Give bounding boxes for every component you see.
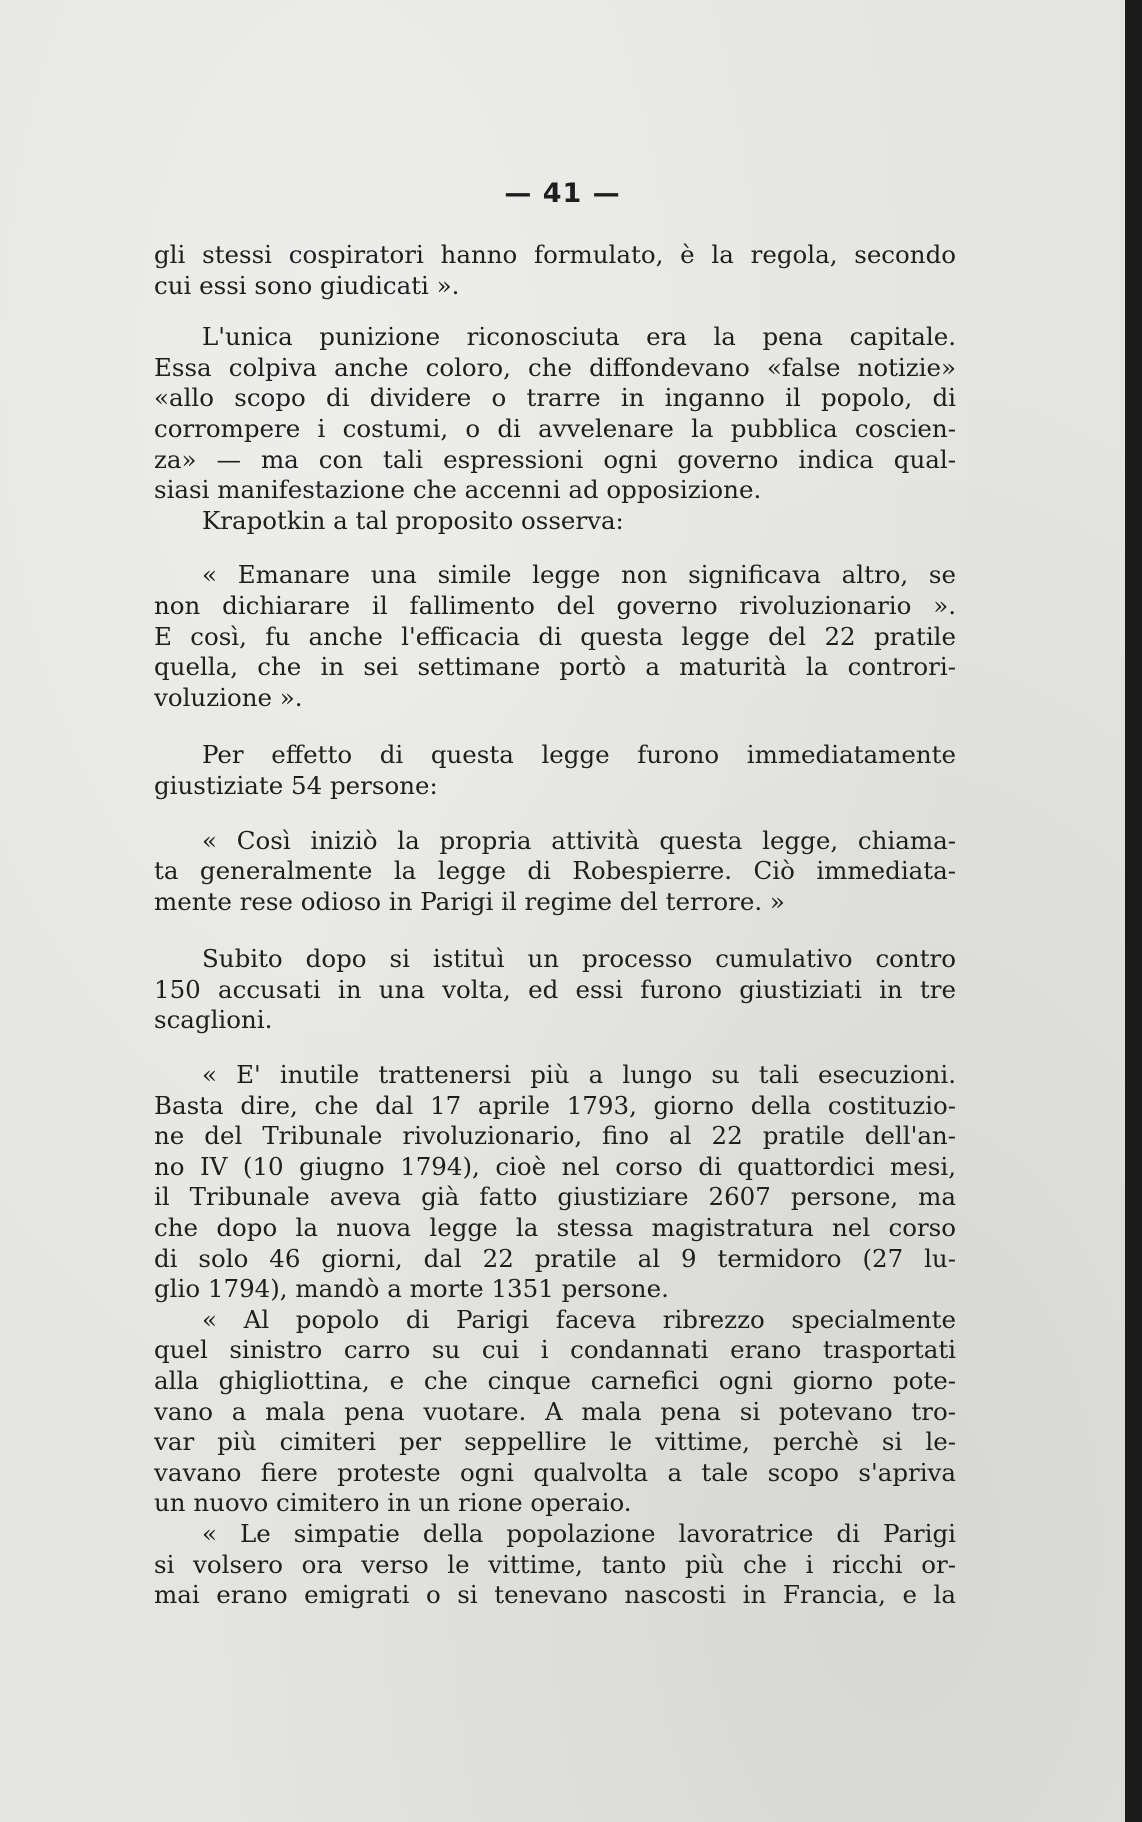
text-line: « Così iniziò la propria attività questa legge, chiama-	[202, 825, 956, 855]
body-text	[154, 240, 956, 1611]
text-line: var più cimiteri per seppellire le vittime, perchè si le-	[154, 1427, 956, 1457]
text-line: L'unica punizione riconosciuta era la pena capitale.	[202, 322, 956, 352]
quote-robespierre	[154, 826, 956, 918]
paragraph-gap	[154, 802, 956, 826]
text-line: voluzione ».	[154, 682, 303, 712]
page-number: — 41 —	[504, 178, 621, 209]
text-line: ta generalmente la legge di Robespierre. Ciò immediata-	[154, 856, 956, 886]
quote-sympathies	[154, 1519, 956, 1611]
text-line: corrompere i costumi, o di avvelenare la pubblica coscien-	[154, 413, 956, 443]
text-line: « Le simpatie della popolazione lavoratrice di Parigi	[202, 1518, 956, 1548]
text-line: siasi manifestazione che accenni ad opposizione.	[154, 475, 762, 505]
quote-emanare	[154, 560, 956, 713]
text-line: glio 1794), mandò a morte 1351 persone.	[154, 1274, 669, 1304]
text-line: non dichiarare il fallimento del governo rivoluzionario ».	[154, 590, 956, 620]
text-line: vano a mala pena vuotare. A mala pena si potevano tro-	[154, 1396, 956, 1426]
paragraph-gap	[154, 713, 956, 740]
text-line: za» — ma con tali espressioni ogni governo indica qual-	[154, 444, 956, 474]
text-line: 150 accusati in una volta, ed essi furono giustiziati in tre	[154, 974, 956, 1004]
text-line: quella, che in sei settimane portò a maturità la controri-	[154, 652, 956, 682]
paragraph-gap	[154, 1036, 956, 1060]
text-line: E così, fu anche l'efficacia di questa legge del 22 pratile	[154, 621, 956, 651]
text-line: « Al popolo di Parigi faceva ribrezzo specialmente	[202, 1304, 956, 1334]
text-line: Subito dopo si istituì un processo cumulativo contro	[202, 944, 956, 974]
text-line: vavano fiere proteste ogni qualvolta a tale scopo s'apriva	[154, 1457, 956, 1487]
paragraph-gap	[154, 917, 956, 944]
text-line: «allo scopo di dividere o trarre in inganno il popolo, di	[154, 383, 956, 413]
paragraph-capital-punishment	[154, 322, 956, 506]
text-line: « E' inutile trattenersi più a lungo su tali esecuzioni.	[202, 1060, 956, 1090]
text-line: Per effetto di questa legge furono immediatamente	[202, 740, 956, 770]
quote-executions	[154, 1060, 956, 1305]
text-line: un nuovo cimitero in un rione operaio.	[154, 1488, 632, 1518]
paragraph-conspirators	[154, 240, 956, 301]
text-line: « Emanare una simile legge non significava altro, se	[202, 560, 956, 590]
text-line: scaglioni.	[154, 1005, 273, 1035]
text-line: si volsero ora verso le vittime, tanto più che i ricchi or-	[154, 1549, 956, 1579]
paragraph-krapotkin	[154, 506, 956, 537]
paragraph-gap	[154, 536, 956, 560]
text-line: gli stessi cospiratori hanno formulato, è la regola, secondo	[154, 240, 956, 269]
text-line: no IV (10 giugno 1794), cioè nel corso di quattordici mesi,	[154, 1151, 956, 1181]
text-line: Basta dire, che dal 17 aprile 1793, giorno della costituzio-	[154, 1090, 956, 1120]
text-line: alla ghigliottina, e che cinque carnefici ogni giorno pote-	[154, 1366, 956, 1395]
text-line: che dopo la nuova legge la stessa magistratura nel corso	[154, 1213, 956, 1243]
text-line: di solo 46 giorni, dal 22 pratile al 9 termidoro (27 lu-	[154, 1243, 956, 1273]
text-line: il Tribunale aveva già fatto giustiziare 2607 persone, ma	[154, 1182, 956, 1212]
text-line: mente rese odioso in Parigi il regime del terrore. »	[154, 886, 785, 916]
paragraph-executed-54	[154, 740, 956, 801]
text-line: cui essi sono giudicati ».	[154, 270, 460, 300]
text-line: Essa colpiva anche coloro, che diffondevano «false notizie»	[154, 352, 956, 382]
paragraph-gap	[154, 301, 956, 322]
text-line: giustiziate 54 persone:	[154, 770, 438, 800]
text-line: quel sinistro carro su cui i condannati erano trasportati	[154, 1335, 956, 1365]
quote-paris-cart	[154, 1305, 956, 1519]
text-line: Krapotkin a tal proposito osserva:	[202, 505, 624, 535]
text-line: ne del Tribunale rivoluzionario, fino al 22 pratile dell'an-	[154, 1121, 956, 1151]
paragraph-cumulative-process	[154, 944, 956, 1036]
text-line: mai erano emigrati o si tenevano nascosti in Francia, e la	[154, 1580, 956, 1610]
